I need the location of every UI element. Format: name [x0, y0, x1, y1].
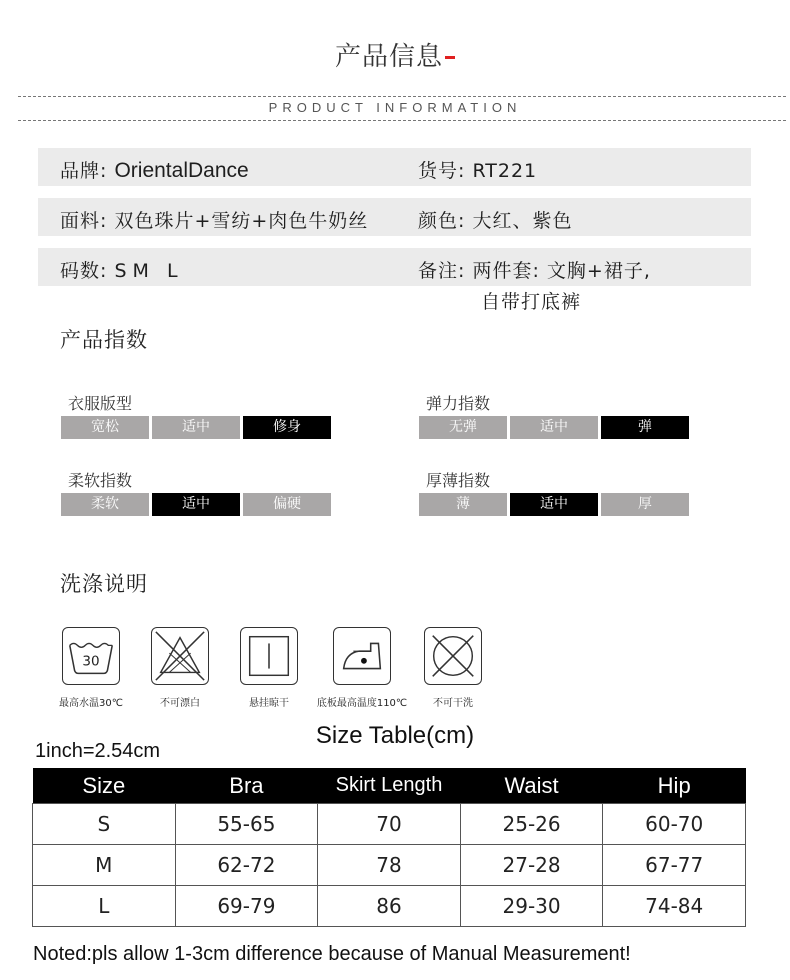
hang-dry-icon — [240, 627, 298, 685]
table-cell: L — [33, 886, 176, 927]
no-bleach-icon — [151, 627, 209, 685]
table-cell: 60-70 — [603, 804, 746, 845]
table-cell: 78 — [318, 845, 461, 886]
header-waist: Waist — [460, 768, 603, 804]
stretch-index-scale — [419, 416, 689, 439]
softness-option-2: 偏硬 — [243, 493, 331, 516]
brand-label: 品牌: — [60, 160, 108, 182]
thickness-index-scale — [419, 493, 689, 516]
measurement-footnote: Noted:pls allow 1-3cm difference because of Manual Measurement! — [33, 943, 631, 965]
fit-option-0: 宽松 — [61, 416, 149, 439]
indices-title: 产品指数 — [60, 328, 148, 352]
table-cell: S — [33, 804, 176, 845]
table-cell: 67-77 — [603, 845, 746, 886]
header-skirt-length: Skirt Length — [318, 768, 461, 804]
wash-temp-text: 30 — [82, 653, 100, 670]
note-field — [418, 256, 651, 283]
softness-index-label: 柔软指数 — [68, 471, 133, 490]
fabric-field — [60, 206, 368, 233]
softness-option-0: 柔软 — [61, 493, 149, 516]
table-cell: 69-79 — [175, 886, 318, 927]
size-table — [32, 768, 746, 927]
item-number-label: 货号: — [418, 160, 466, 182]
no-dry-clean-icon — [424, 627, 482, 685]
header-divider-bottom — [18, 120, 786, 121]
page-title-text: 产品信息 — [334, 42, 443, 72]
wash-30-caption: 最高水温30℃ — [59, 698, 123, 709]
page-title — [0, 36, 790, 73]
fit-index-label: 衣服版型 — [68, 394, 133, 413]
fabric-value: 双色珠片+雪纺+肉色牛奶丝 — [114, 210, 369, 232]
note-label: 备注: — [418, 260, 466, 282]
item-number-field — [418, 156, 537, 183]
header-divider-top — [18, 96, 786, 97]
table-row — [33, 804, 746, 845]
thickness-index-label: 厚薄指数 — [426, 471, 491, 490]
wash-30-icon — [62, 627, 120, 685]
brand-field — [60, 156, 249, 183]
inch-conversion-note: 1inch=2.54cm — [35, 740, 161, 762]
table-cell: 70 — [318, 804, 461, 845]
thickness-option-0: 薄 — [419, 493, 507, 516]
sizes-value: SM L — [114, 260, 184, 282]
table-row — [33, 886, 746, 927]
thickness-option-1: 适中 — [510, 493, 598, 516]
stretch-option-2: 弹 — [601, 416, 689, 439]
brand-value: OrientalDance — [114, 159, 249, 182]
table-cell: 27-28 — [460, 845, 603, 886]
size-table-title: Size Table(cm) — [315, 722, 475, 749]
item-number-value: RT221 — [472, 160, 538, 182]
page-subtitle: PRODUCT INFORMATION — [268, 100, 522, 115]
table-cell: M — [33, 845, 176, 886]
no-bleach-caption: 不可漂白 — [160, 698, 200, 709]
color-value: 大红、紫色 — [472, 210, 573, 232]
washing-title: 洗涤说明 — [60, 572, 148, 596]
softness-index-scale — [61, 493, 331, 516]
size-table-header-row — [33, 768, 746, 804]
iron-110-caption: 底板最高温度110℃ — [316, 698, 408, 709]
table-cell: 74-84 — [603, 886, 746, 927]
color-label: 颜色: — [418, 210, 466, 232]
fit-index-scale — [61, 416, 331, 439]
hang-dry-caption: 悬挂晾干 — [249, 698, 289, 709]
table-cell: 62-72 — [175, 845, 318, 886]
title-accent-dash — [445, 56, 455, 59]
stretch-index-label: 弹力指数 — [426, 394, 491, 413]
table-cell: 29-30 — [460, 886, 603, 927]
thickness-option-2: 厚 — [601, 493, 689, 516]
softness-option-1: 适中 — [152, 493, 240, 516]
table-cell: 25-26 — [460, 804, 603, 845]
no-dry-clean-caption: 不可干洗 — [433, 698, 473, 709]
fabric-label: 面料: — [60, 210, 108, 232]
iron-110-icon — [333, 627, 391, 685]
header-size: Size — [33, 768, 176, 804]
sizes-field — [60, 256, 184, 283]
color-field — [418, 206, 572, 233]
fit-option-1: 适中 — [152, 416, 240, 439]
table-cell: 86 — [318, 886, 461, 927]
header-bra: Bra — [175, 768, 318, 804]
fit-option-2: 修身 — [243, 416, 331, 439]
table-row — [33, 845, 746, 886]
note-value-line2: 自带打底裤 — [481, 291, 582, 313]
sizes-label: 码数: — [60, 260, 108, 282]
stretch-option-0: 无弹 — [419, 416, 507, 439]
note-value-line1: 两件套: 文胸+裙子, — [472, 260, 651, 282]
stretch-option-1: 适中 — [510, 416, 598, 439]
table-cell: 55-65 — [175, 804, 318, 845]
header-hip: Hip — [603, 768, 746, 804]
